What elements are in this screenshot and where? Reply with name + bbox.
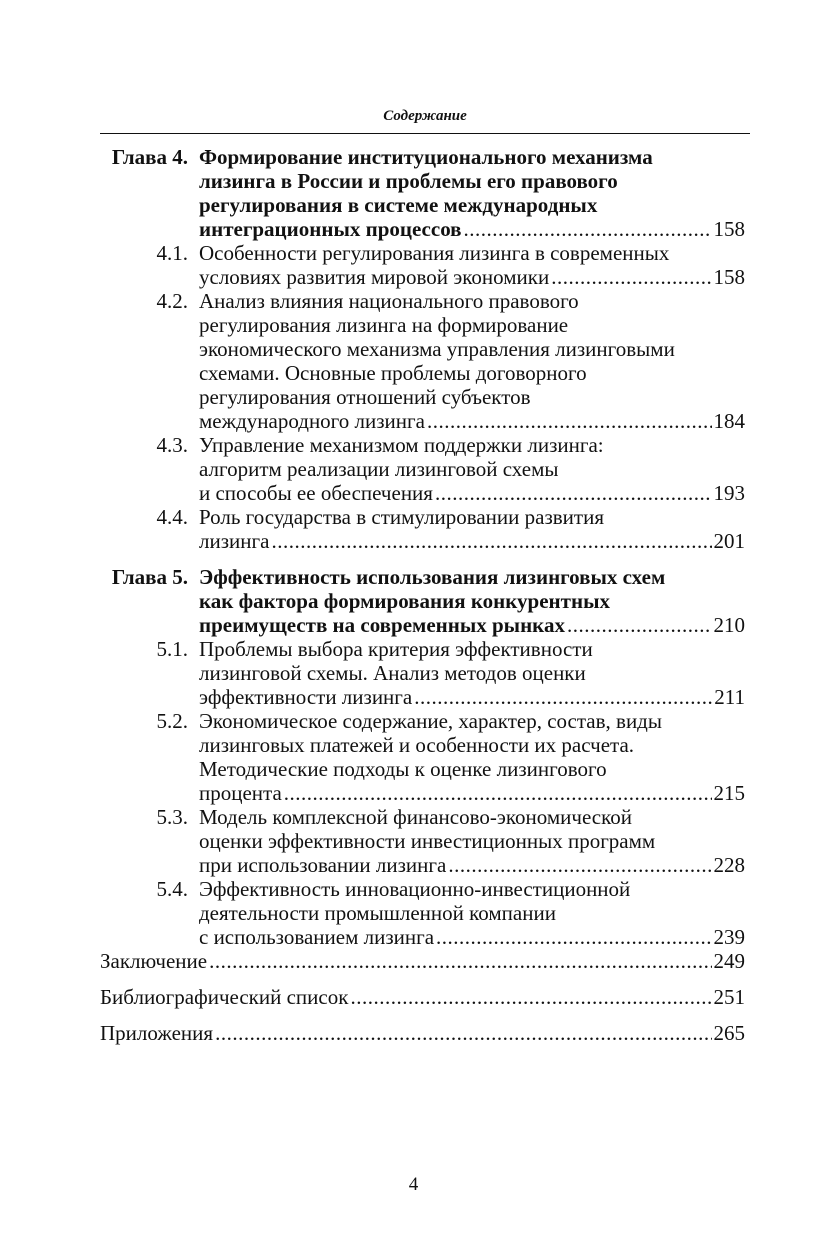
toc-title-line: Управление механизмом поддержки лизинга: bbox=[199, 433, 604, 457]
toc-top-entry bbox=[100, 985, 745, 1009]
toc-leader-line bbox=[199, 529, 745, 553]
toc-entry-title bbox=[100, 145, 745, 241]
toc-title-line: алгоритм реализации лизинговой схемы bbox=[199, 457, 559, 481]
toc-title-line: Формирование институционального механизма bbox=[199, 145, 653, 169]
toc-entry-title bbox=[100, 433, 745, 505]
toc-page-number: 184 bbox=[713, 409, 745, 433]
toc-leader-line bbox=[100, 1021, 745, 1045]
toc-title-line: с использованием лизинга bbox=[199, 925, 435, 949]
toc-leader-line bbox=[199, 481, 745, 505]
toc-entry-title bbox=[100, 637, 745, 709]
toc-leader-line bbox=[199, 925, 745, 949]
toc-title-line: схемами. Основные проблемы договорного bbox=[199, 361, 587, 385]
dot-leader bbox=[215, 1021, 711, 1045]
toc-title-line: регулирования в системе международных bbox=[199, 193, 598, 217]
toc-leader-line bbox=[199, 853, 745, 877]
dot-leader bbox=[427, 409, 712, 433]
toc-chapter-entry bbox=[100, 565, 745, 637]
toc-page-number: 211 bbox=[714, 685, 745, 709]
toc-section-entry bbox=[100, 505, 745, 553]
toc-page-number: 228 bbox=[713, 853, 745, 877]
page-number: 4 bbox=[408, 1174, 419, 1195]
toc-entry-number: 4.4. bbox=[156, 505, 188, 529]
toc-title-line: регулирования лизинга на формирование bbox=[199, 313, 569, 337]
toc-entry-title bbox=[100, 241, 745, 289]
toc-title-line: Анализ влияния национального правового bbox=[199, 289, 579, 313]
toc-title-line: лизинга в России и проблемы его правового bbox=[199, 169, 618, 193]
toc-title-line: Эффективность инновационно-инвестиционной bbox=[199, 877, 631, 901]
toc-section-entry bbox=[100, 805, 745, 877]
dot-leader bbox=[567, 613, 712, 637]
toc-top-entry bbox=[100, 949, 745, 973]
dot-leader bbox=[435, 481, 712, 505]
toc-leader-line bbox=[199, 781, 745, 805]
toc-title-line: Роль государства в стимулировании развития bbox=[199, 505, 604, 529]
toc-leader-line bbox=[199, 217, 745, 241]
toc-entry-title bbox=[100, 289, 745, 433]
toc-title-line: лизинговой схемы. Анализ методов оценки bbox=[199, 661, 586, 685]
dot-leader bbox=[436, 925, 711, 949]
toc-title-line: Приложения bbox=[100, 1021, 214, 1045]
toc-title-line: Эффективность использования лизинговых схем bbox=[199, 565, 666, 589]
dot-leader bbox=[414, 685, 712, 709]
toc-top-entry bbox=[100, 1021, 745, 1045]
toc-entry-number: 5.4. bbox=[156, 877, 188, 901]
toc-title-line: и способы ее обеспечения bbox=[199, 481, 433, 505]
dot-leader bbox=[209, 949, 711, 973]
toc-page-number: 158 bbox=[713, 217, 745, 241]
toc-leader-line bbox=[199, 685, 745, 709]
toc-page-number: 201 bbox=[713, 529, 745, 553]
toc-page-number: 239 bbox=[713, 925, 745, 949]
toc-entry-title bbox=[100, 709, 745, 805]
toc-title-line: Методические подходы к оценке лизингового bbox=[199, 757, 607, 781]
toc-title-line: регулирования отношений субъектов bbox=[199, 385, 531, 409]
toc-entry-title bbox=[100, 1021, 745, 1045]
toc-title-line: интеграционных процессов bbox=[199, 217, 462, 241]
toc-title-line: Заключение bbox=[100, 949, 208, 973]
toc-page-number: 210 bbox=[713, 613, 745, 637]
toc-title-line: Проблемы выбора критерия эффективности bbox=[199, 637, 593, 661]
header-rule bbox=[100, 133, 750, 134]
toc-section-entry bbox=[100, 637, 745, 709]
dot-leader bbox=[271, 529, 711, 553]
toc-entry-title bbox=[100, 985, 745, 1009]
toc-title-line: деятельности промышленной компании bbox=[199, 901, 556, 925]
toc-title-line: преимуществ на современных рынках bbox=[199, 613, 565, 637]
running-head: Содержание bbox=[383, 108, 467, 124]
toc-entry-number: Глава 5. bbox=[111, 565, 188, 589]
toc-title-line: Модель комплексной финансово-экономической bbox=[199, 805, 632, 829]
toc-title-line: Экономическое содержание, характер, состав, виды bbox=[199, 709, 662, 733]
toc-leader-line bbox=[199, 409, 745, 433]
toc-page-number: 158 bbox=[713, 265, 745, 289]
toc-leader-line bbox=[100, 985, 745, 1009]
toc-entry-number: Глава 4. bbox=[111, 145, 188, 169]
toc-section-entry bbox=[100, 709, 745, 805]
toc-page-number: 249 bbox=[713, 949, 745, 973]
toc-entry-title bbox=[100, 949, 745, 973]
toc-entry-number: 4.3. bbox=[156, 433, 188, 457]
toc-section-entry bbox=[100, 433, 745, 505]
dot-leader bbox=[284, 781, 712, 805]
toc-section-entry bbox=[100, 241, 745, 289]
toc-entry-title bbox=[100, 805, 745, 877]
toc-section-entry bbox=[100, 877, 745, 949]
dot-leader bbox=[464, 217, 712, 241]
toc-leader-line bbox=[199, 265, 745, 289]
table-of-contents bbox=[100, 145, 745, 1045]
toc-page-number: 251 bbox=[713, 985, 745, 1009]
toc-title-line: как фактора формирования конкурентных bbox=[199, 589, 610, 613]
toc-entry-number: 4.1. bbox=[156, 241, 188, 265]
toc-page-number: 265 bbox=[713, 1021, 745, 1045]
toc-entry-title bbox=[100, 877, 745, 949]
toc-entry-number: 5.1. bbox=[156, 637, 188, 661]
toc-leader-line bbox=[100, 949, 745, 973]
toc-title-line: оценки эффективности инвестиционных программ bbox=[199, 829, 656, 853]
toc-title-line: эффективности лизинга bbox=[199, 685, 413, 709]
toc-chapter-entry bbox=[100, 145, 745, 241]
dot-leader bbox=[350, 985, 711, 1009]
toc-entry-number: 4.2. bbox=[156, 289, 188, 313]
toc-entry-title bbox=[100, 565, 745, 637]
toc-page-number: 215 bbox=[713, 781, 745, 805]
toc-entry-number: 5.2. bbox=[156, 709, 188, 733]
toc-leader-line bbox=[199, 613, 745, 637]
toc-title-line: лизинговых платежей и особенности их расчета. bbox=[199, 733, 635, 757]
toc-title-line: Особенности регулирования лизинга в современных bbox=[199, 241, 670, 265]
toc-title-line: условиях развития мировой экономики bbox=[199, 265, 550, 289]
toc-title-line: лизинга bbox=[199, 529, 270, 553]
toc-title-line: Библиографический список bbox=[100, 985, 349, 1009]
toc-entry-number: 5.3. bbox=[156, 805, 188, 829]
toc-page-number: 193 bbox=[713, 481, 745, 505]
toc-entry-title bbox=[100, 505, 745, 553]
toc-title-line: процента bbox=[199, 781, 282, 805]
toc-section-entry bbox=[100, 289, 745, 433]
toc-title-line: при использовании лизинга bbox=[199, 853, 447, 877]
toc-title-line: международного лизинга bbox=[199, 409, 425, 433]
toc-title-line: экономического механизма управления лизинговыми bbox=[199, 337, 675, 361]
dot-leader bbox=[448, 853, 711, 877]
dot-leader bbox=[551, 265, 711, 289]
